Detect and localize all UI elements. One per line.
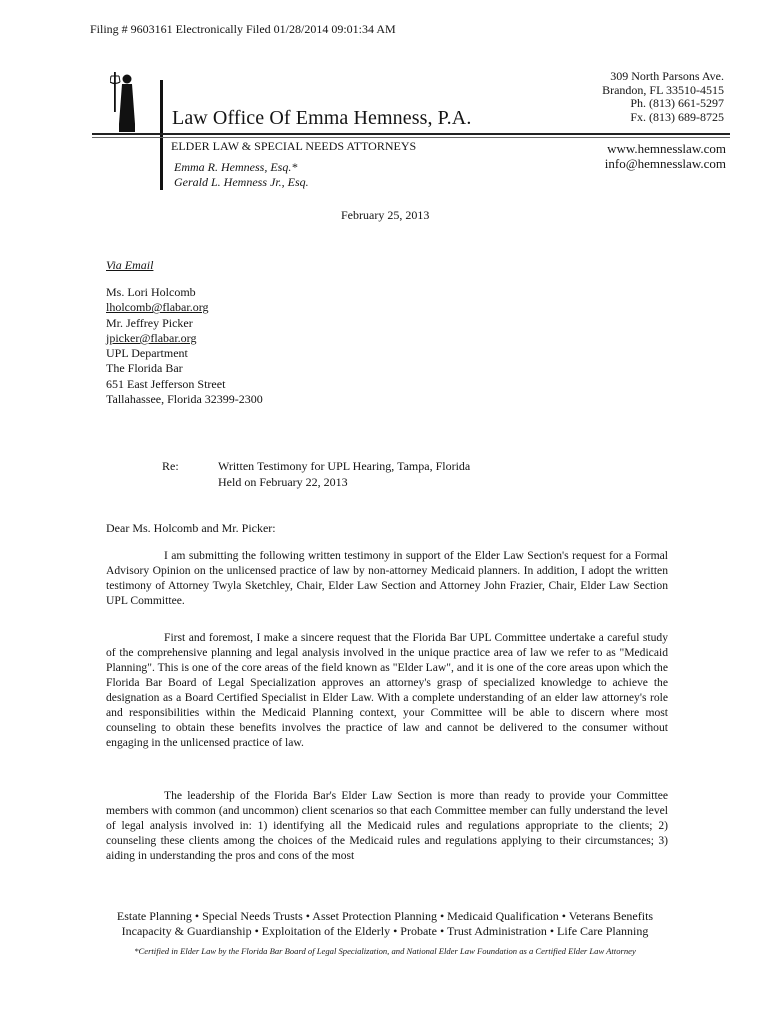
body-paragraph bbox=[106, 548, 668, 608]
attorney-name: Gerald L. Hemness Jr., Esq. bbox=[174, 175, 309, 189]
firm-web bbox=[605, 141, 726, 171]
website-link[interactable]: www.hemnesslaw.com bbox=[607, 141, 726, 156]
recipient-line: Ms. Lori Holcomb bbox=[106, 285, 196, 299]
re-label: Re: bbox=[162, 459, 179, 473]
letterhead-divider-lower bbox=[160, 142, 163, 190]
email-link[interactable]: info@hemnesslaw.com bbox=[604, 156, 726, 171]
letterhead-rule-thin bbox=[92, 137, 730, 138]
letterhead-divider bbox=[160, 80, 163, 150]
recipient-line: Tallahassee, Florida 32399-2300 bbox=[106, 392, 263, 407]
recipient-line: UPL Department bbox=[106, 346, 188, 361]
recipient-line: Mr. Jeffrey Picker bbox=[106, 315, 193, 330]
body-paragraph bbox=[106, 788, 668, 863]
letterhead-rule bbox=[92, 133, 730, 135]
firm-address bbox=[602, 70, 724, 124]
recipient-email[interactable]: jpicker@flabar.org bbox=[106, 330, 197, 345]
filing-stamp: Filing # 9603161 Electronically Filed 01/28/2014 09:01:34 AM bbox=[90, 22, 396, 36]
practice-areas-line-2: Incapacity & Guardianship • Exploitation of the Elderly • Probate • Trust Administration • Life Care Planning bbox=[121, 924, 649, 938]
delivery-method: Via Email bbox=[106, 258, 154, 272]
certification-note: *Certified in Elder Law by the Florida Bar Board of Legal Specialization, and National Elder Law Foundation as a Certified Elder Law Attorney bbox=[134, 946, 636, 956]
recipient-line: The Florida Bar bbox=[106, 361, 183, 376]
practice-areas-line-1: Estate Planning • Special Needs Trusts • Asset Protection Planning • Medicaid Qualification • Veterans Benefits bbox=[116, 909, 654, 923]
paragraph-text: First and foremost, I make a sincere request that the Florida Bar UPL Committee undertake a careful study of the comprehensive planning and legal analysis involved in the unique practice area of law we refer to as "Medicaid Planning". This is one of the core areas of the field known as "Elder Law", and it is one of the core areas upon which the Florida Bar Board of Legal Specialization approves an attorney's grasp of specialized knowledge to achieve the designation as a Board Certified Specialist in Elder Law. With a complete understanding of an elder law attorney's role and responsibilities within the Medicaid Planning context, your Committee will be able to discern where most counseling to obtain these benefits involves the practice of law and cannot be delivered to the consumer without engaging in the unlicensed practice of law. bbox=[106, 631, 668, 749]
address-phone: Ph. (813) 661-5297 bbox=[630, 96, 724, 110]
firm-name: Law Office Of Emma Hemness, P.A. bbox=[172, 107, 472, 129]
attorney-list bbox=[174, 160, 309, 190]
salutation: Dear Ms. Holcomb and Mr. Picker: bbox=[106, 521, 276, 535]
paragraph-text: The leadership of the Florida Bar's Elder Law Section is more than ready to provide your Committee members with common (and uncommon) client scenarios so that each Committee member can fully understand the level of legal analysis involved in: 1) identifying all the Medicaid rules and regulations appropriate to the clients; 2) counseling these clients among the choices of the Medicaid rules and regulations applying to their circumstances; 3) aiding in understanding the pros and cons of the most bbox=[106, 789, 668, 862]
firm-subtitle: ELDER LAW & SPECIAL NEEDS ATTORNEYS bbox=[171, 139, 417, 153]
lady-justice-logo bbox=[110, 70, 142, 132]
recipient-email[interactable]: lholcomb@flabar.org bbox=[106, 300, 209, 315]
paragraph-text: I am submitting the following written testimony in support of the Elder Law Section's request for a Formal Advisory Opinion on the unlicensed practice of law by non-attorney Medicaid planners. In addition, I adopt the written testimony of Attorney Twyla Sketchley, Chair, Elder Law Section and Attorney John Frazier, Chair, Elder Law Section UPL Committee. bbox=[106, 549, 668, 607]
re-subject bbox=[218, 459, 470, 490]
recipient-block bbox=[106, 285, 263, 407]
address-street: 309 North Parsons Ave. bbox=[610, 69, 724, 83]
body-paragraph bbox=[106, 630, 668, 750]
recipient-line: 651 East Jefferson Street bbox=[106, 376, 226, 391]
re-line: Written Testimony for UPL Hearing, Tampa, Florida bbox=[218, 459, 471, 473]
re-line: Held on February 22, 2013 bbox=[218, 474, 348, 489]
attorney-name: Emma R. Hemness, Esq.* bbox=[174, 160, 298, 174]
address-city: Brandon, FL 33510-4515 bbox=[602, 82, 724, 97]
address-fax: Fx. (813) 689-8725 bbox=[630, 109, 724, 124]
letter-date: February 25, 2013 bbox=[341, 208, 430, 222]
